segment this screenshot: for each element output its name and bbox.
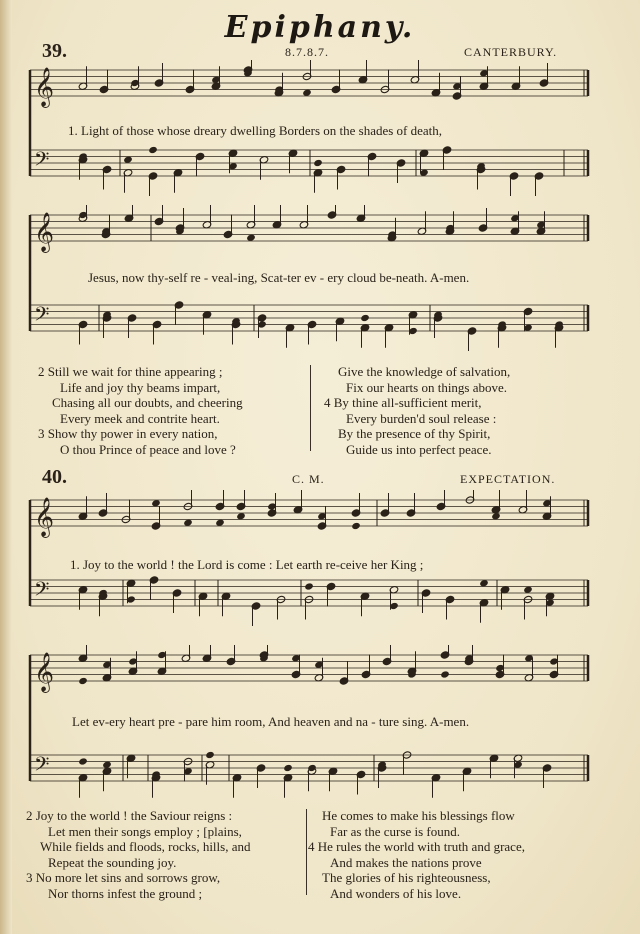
verses-right — [308, 808, 525, 901]
lyric-line: 1. Joy to the world ! the Lord is come : Let earth re-ceive her King ; — [70, 557, 424, 572]
verse-line: Give the knowledge of salvation, — [338, 364, 511, 379]
verse-line: And makes the nations prove — [330, 854, 482, 870]
hymn-meter: C. M. — [292, 472, 325, 486]
verse-line: Chasing all our doubts, and cheering — [52, 395, 243, 410]
bass-clef-icon: 𝄢 — [34, 577, 50, 606]
verse-line: While fields and floods, rocks, hills, and — [40, 839, 251, 854]
column-divider — [310, 365, 311, 451]
treble-clef-icon: 𝄞 — [34, 67, 55, 107]
verse-line: 4 By thine all-sufficient merit, — [324, 395, 482, 410]
verse-line: Repeat the sounding joy. — [48, 854, 177, 870]
verse-line: 2 Still we wait for thine appearing ; — [38, 364, 223, 379]
column-divider — [306, 809, 307, 895]
verse-line: Life and joy thy beams impart, — [60, 379, 221, 395]
page-heading: Epiphany. — [224, 10, 416, 45]
verse-line: Nor thorns infest the ground ; — [48, 885, 203, 901]
bass-clef-icon: 𝄢 — [34, 752, 50, 781]
verses-left — [26, 808, 251, 901]
page-edge — [0, 0, 12, 934]
bass-clef-icon: 𝄢 — [34, 147, 50, 176]
treble-clef-icon: 𝄞 — [34, 497, 55, 537]
lyric-line: 1. Light of those whose dreary dwelling Borders on the shades of death, — [68, 123, 443, 138]
note-head — [205, 751, 215, 759]
note-head — [313, 159, 323, 167]
verse-line: Guide us into perfect peace. — [346, 441, 492, 457]
verse-line: Every meek and contrite heart. — [60, 410, 220, 426]
hymn-number: 40. — [42, 466, 67, 488]
verse-line: O thou Prince of peace and love ? — [60, 441, 236, 457]
hymn-meter: 8.7.8.7. — [285, 45, 329, 59]
verse-line: 2 Joy to the world ! the Saviour reigns : — [26, 808, 233, 823]
verse-line: The glories of his righteousness, — [322, 870, 491, 885]
note-head — [351, 522, 361, 530]
verse-line: Every burden'd soul release : — [346, 410, 497, 426]
note-head — [148, 146, 158, 154]
verse-line: Let men their songs employ ; [plains, — [48, 823, 242, 839]
verse-line: By the presence of thy Spirit, — [338, 426, 491, 441]
verse-line: He comes to make his blessings flow — [322, 808, 515, 823]
treble-clef-icon: 𝄞 — [34, 212, 55, 252]
verse-line: Fix our hearts on things above. — [346, 379, 508, 395]
verse-line: Far as the curse is found. — [330, 823, 460, 839]
note-head — [78, 677, 88, 685]
verse-line: 4 He rules the world with truth and grace, — [308, 839, 525, 854]
verses-left — [38, 364, 243, 457]
hymn-tune: EXPECTATION. — [460, 472, 556, 486]
note-head — [440, 670, 450, 678]
verse-line: 3 No more let sins and sorrows grow, — [26, 870, 221, 885]
note-head — [78, 757, 88, 765]
hymn-tune: CANTERBURY. — [464, 45, 558, 59]
note-head — [283, 764, 293, 772]
lyric-line: Let ev-ery heart pre - pare him room, And heaven and na - ture sing. A-men. — [72, 714, 470, 729]
treble-clef-icon: 𝄞 — [34, 652, 55, 692]
hymn-number: 39. — [42, 40, 67, 62]
verse-line: 3 Show thy power in every nation, — [38, 426, 218, 441]
note-head — [360, 314, 370, 322]
verse-line: And wonders of his love. — [330, 885, 462, 901]
note-head — [304, 582, 314, 590]
bass-clef-icon: 𝄢 — [34, 302, 50, 331]
verses-right — [324, 364, 510, 457]
lyric-line: Jesus, now thy-self re - veal-ing, Scat-ter ev - ery cloud be-neath. A-men. — [88, 270, 470, 285]
